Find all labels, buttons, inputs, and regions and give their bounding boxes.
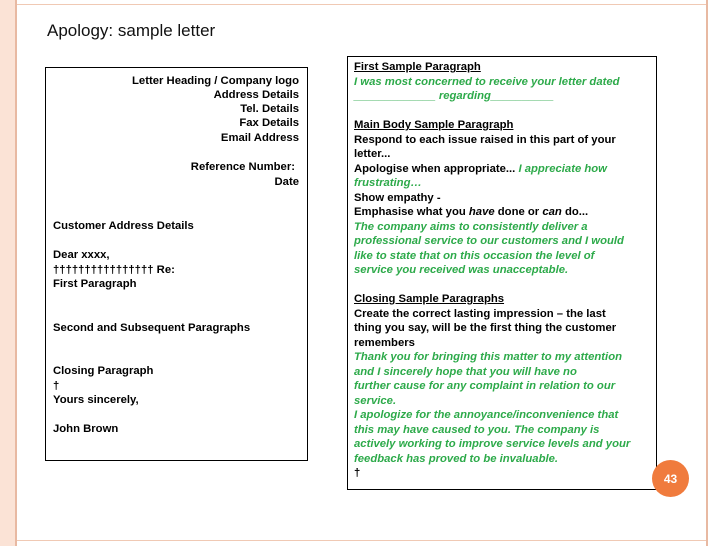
emphasise-text-a: Emphasise what you [354, 206, 469, 218]
tel-details: Tel. Details [240, 103, 299, 115]
closing-paragraph-placeholder: Closing Paragraph [53, 365, 154, 377]
re-line: †††††††††††††††† Re: [53, 264, 175, 276]
closing-example-8: feedback has proved to be invaluable. [354, 452, 559, 465]
closing-example-1: Thank you for bringing this matter to my attention [354, 351, 622, 363]
closing-sample-heading: Closing Sample Paragraphs [354, 293, 505, 305]
sign-off: Yours sincerely, [53, 394, 139, 406]
dagger-mark-right: † [354, 467, 361, 479]
main-body-text-1: Respond to each issue raised in this part of your [354, 133, 616, 146]
closing-example-4: service. [354, 394, 397, 407]
closing-example-6: this may have caused to you. The company is [354, 423, 600, 436]
closing-text-3: remembers [354, 336, 415, 349]
left-decorative-band [0, 0, 15, 546]
letter-template-box [45, 67, 308, 461]
bottom-border-line [17, 540, 706, 541]
main-example-1: The company aims to consistently deliver a [354, 220, 588, 233]
reference-number: Reference Number: [190, 161, 295, 173]
right-border-line [706, 0, 708, 546]
closing-example-3: further cause for any complaint in relation to our [354, 380, 616, 392]
emphasise-line [354, 205, 652, 220]
closing-example-2: and I sincerely hope that you will have no [354, 365, 577, 378]
main-body-apologise-line [354, 162, 652, 177]
address-details: Address Details [213, 89, 299, 101]
dagger-mark: † [53, 380, 60, 392]
show-empathy: Show empathy - [354, 191, 441, 204]
letter-date: Date [274, 176, 299, 188]
apologise-example-cont: frustrating… [354, 177, 422, 189]
closing-example-5: I apologize for the annoyance/inconvenience that [354, 409, 619, 421]
first-sample-heading: First Sample Paragraph [354, 61, 481, 73]
emphasise-text-c: do... [561, 206, 589, 218]
closing-example-7: actively working to improve service levels and your [354, 438, 631, 450]
closing-text-2: thing you say, will be the first thing the customer [354, 322, 617, 334]
main-body-text-2: letter... [354, 148, 391, 160]
main-body-heading: Main Body Sample Paragraph [354, 119, 514, 131]
main-example-4: service you received was unacceptable. [354, 264, 569, 276]
first-paragraph-placeholder: First Paragraph [53, 278, 137, 290]
sample-paragraphs-box [347, 56, 657, 490]
closing-text-1: Create the correct lasting impression – the last [354, 307, 606, 320]
left-border-line [15, 0, 17, 546]
first-sample-text-1: I was most concerned to receive your letter dated [354, 75, 620, 88]
signature-name: John Brown [53, 423, 119, 435]
main-example-2: professional service to our customers and I would [354, 235, 624, 247]
main-example-3: like to state that on this occasion the level of [354, 249, 595, 262]
emphasise-text-b: done or [494, 206, 543, 218]
slide-title: Apology: sample letter [47, 21, 216, 40]
apologise-example: I appreciate how [515, 162, 607, 175]
second-paragraphs-placeholder: Second and Subsequent Paragraphs [53, 322, 251, 334]
customer-address: Customer Address Details [53, 220, 194, 232]
apologise-text: Apologise when appropriate... [354, 162, 516, 175]
page-number-badge: 43 [652, 460, 689, 497]
letter-heading: Letter Heading / Company logo [132, 75, 299, 87]
emphasise-have: have [468, 206, 495, 218]
fax-details: Fax Details [239, 117, 299, 129]
email-address: Email Address [220, 132, 299, 144]
first-sample-text-2: _____________ regarding__________ [354, 90, 554, 102]
top-border-line [17, 4, 706, 5]
emphasise-can: can [542, 206, 562, 218]
salutation: Dear xxxx, [53, 249, 110, 261]
